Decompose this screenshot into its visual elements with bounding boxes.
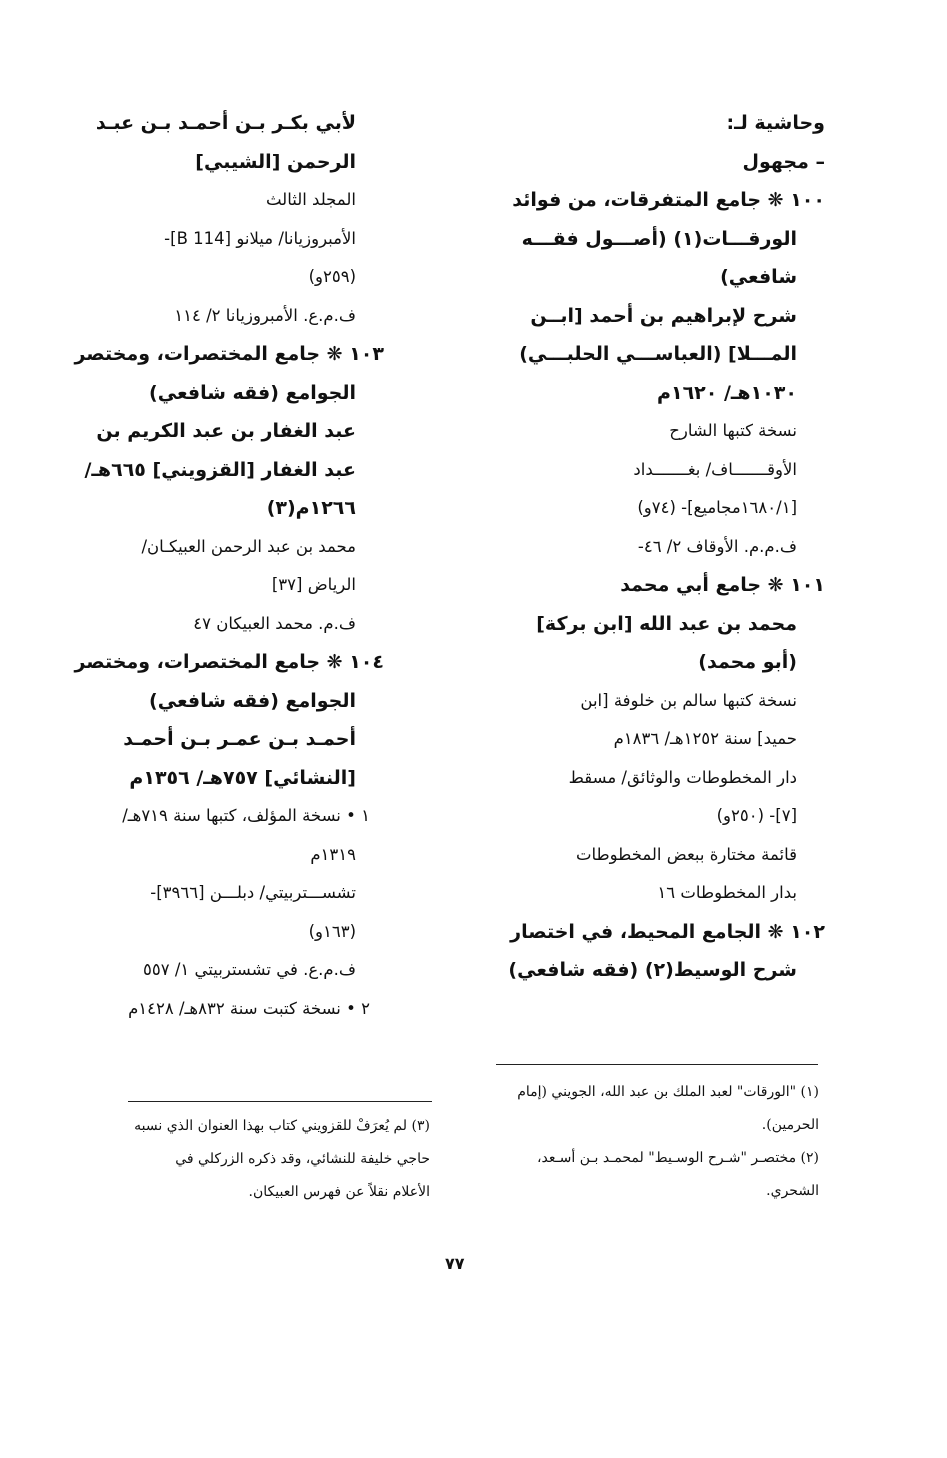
text-line: لأبي بكـر بـن أحمـد بـن عبـد — [95, 112, 356, 134]
text-line: شافعي) — [720, 266, 797, 288]
footnote-line: الشحري. — [766, 1183, 819, 1199]
footnote-line: (٣) لم يُعرَفْ للقزويني كتاب بهذا العنوان الذي نسبه — [134, 1118, 430, 1134]
text-line: شرح الوسيط(٢) (فقه شافعي) — [508, 959, 797, 981]
text-line: ف.م.ع. الأمبروزيانا ٢/ ١١٤ — [174, 305, 356, 325]
text-line: [٧]- (٢٥٠و) — [716, 806, 797, 825]
text-line: (أبو محمد) — [698, 651, 797, 673]
text-line: حميد] سنة ١٢٥٢هـ/ ١٨٣٦م — [613, 729, 797, 748]
text-line: ١٠٢ ❋ الجامع المحيط، في اختصار — [510, 920, 825, 943]
right-column — [485, 104, 825, 990]
footnote-line: (١) "الورقات" لعبد الملك بن عبد الله، الجويني (إمام — [517, 1084, 819, 1100]
text-line: (٢٥٩و) — [308, 267, 356, 286]
text-line: تشســـتربيتي/ دبلـــن [٣٩٦٦]- — [150, 883, 356, 902]
text-line: (١٦٣و) — [308, 921, 356, 941]
text-line: ٢ • نسخة كتبت سنة ٨٣٢هـ/ ١٤٢٨م — [128, 998, 370, 1018]
text-line: محمد بن عبد الله [ابن بركة] — [536, 612, 797, 635]
text-line: [النشائي] ٧٥٧هـ/ ١٣٥٦م — [129, 766, 356, 789]
text-line: ف.م. محمد العبيكان ٤٧ — [193, 613, 356, 633]
text-line: دار المخطوطات والوثائق/ مسقط — [568, 767, 797, 787]
text-line: قائمة مختارة ببعض المخطوطات — [575, 844, 797, 864]
text-line: – مجهول — [742, 150, 825, 173]
text-line: الجوامع (فقه شافعي) — [149, 381, 356, 404]
text-line: عبد الغفار بن عبد الكريم بن — [96, 420, 356, 442]
text-line: ١ • نسخة المؤلف، كتبها سنة ٧١٩هـ/ — [122, 806, 370, 825]
text-line: ف.م.م. الأوقاف ٢/ ٤٦- — [637, 536, 797, 556]
text-line: نسخة كتبها سالم بن خلوفة [ابن — [580, 690, 797, 710]
text-line: وحاشية لـ: — [726, 112, 825, 134]
text-line: الرحمن [الشيبي] — [195, 150, 356, 173]
text-line: الورقـــات(١) (أصـــول فقـــه — [521, 227, 797, 250]
footnote-line: الحرمين). — [761, 1117, 819, 1133]
text-line: الرياض [٣٧] — [271, 575, 356, 594]
left-column — [74, 104, 384, 1028]
text-line: ١٢٦٦م(٣) — [266, 497, 356, 519]
footnotes-right — [497, 1076, 819, 1208]
text-line: ١٣١٩م — [310, 844, 356, 864]
footnote-separator-right — [496, 1064, 818, 1065]
text-line: ١٠٣ ❋ جامع المختصرات، ومختصر — [74, 343, 384, 365]
text-line: ف.م.ع. في تشستربيتي ١/ ٥٥٧ — [143, 960, 356, 979]
text-line: الأوقـــــــاف/ بغـــــــداد — [633, 459, 797, 479]
text-line: محمد بن عبد الرحمن العبيكـان/ — [141, 536, 356, 556]
text-line: ١٠٠ ❋ جامع المتفرقات، من فوائد — [512, 189, 825, 211]
footnotes-left — [126, 1110, 430, 1209]
text-line: ١٠٣٠هـ/ ١٦٢٠م — [657, 381, 797, 404]
text-line: الجوامع (فقه شافعي) — [149, 689, 356, 712]
text-line: ١٠١ ❋ جامع أبي محمد — [620, 574, 825, 596]
page-number: ٧٧ — [445, 1254, 465, 1273]
text-line: أحمـد بـن عمـر بـن أحمـد — [123, 728, 356, 750]
text-line: نسخة كتبها الشارح — [669, 421, 797, 440]
text-line: ١٠٤ ❋ جامع المختصرات، ومختصر — [74, 651, 384, 673]
text-line: عبد الغفار [القزويني] ٦٦٥هـ/ — [84, 458, 356, 481]
text-line: شرح لإبراهيم بن أحمد [ابــن — [530, 304, 797, 327]
text-line: المـــلا] (العباســـي الحلبـــي) — [519, 343, 797, 365]
footnote-line: (٢) مختصـر "شـرح الوسـيط" لمحمـد بـن أسـعد، — [536, 1150, 819, 1166]
footnote-separator-left — [128, 1101, 432, 1102]
footnote-line: الأعلام نقلاً عن فهرس العبيكان. — [248, 1184, 430, 1200]
text-line: الأمبروزيانا/ ميلانو [B 114]- — [164, 228, 356, 248]
text-line: بدار المخطوطات ١٦ — [657, 883, 797, 902]
text-line: المجلد الثالث — [265, 190, 356, 209]
footnote-line: حاجي خليفة للنشائي، وقد ذكره الزركلي في — [175, 1151, 430, 1167]
text-line: [١٦٨٠/١مجاميع]- (٧٤و) — [637, 498, 797, 517]
